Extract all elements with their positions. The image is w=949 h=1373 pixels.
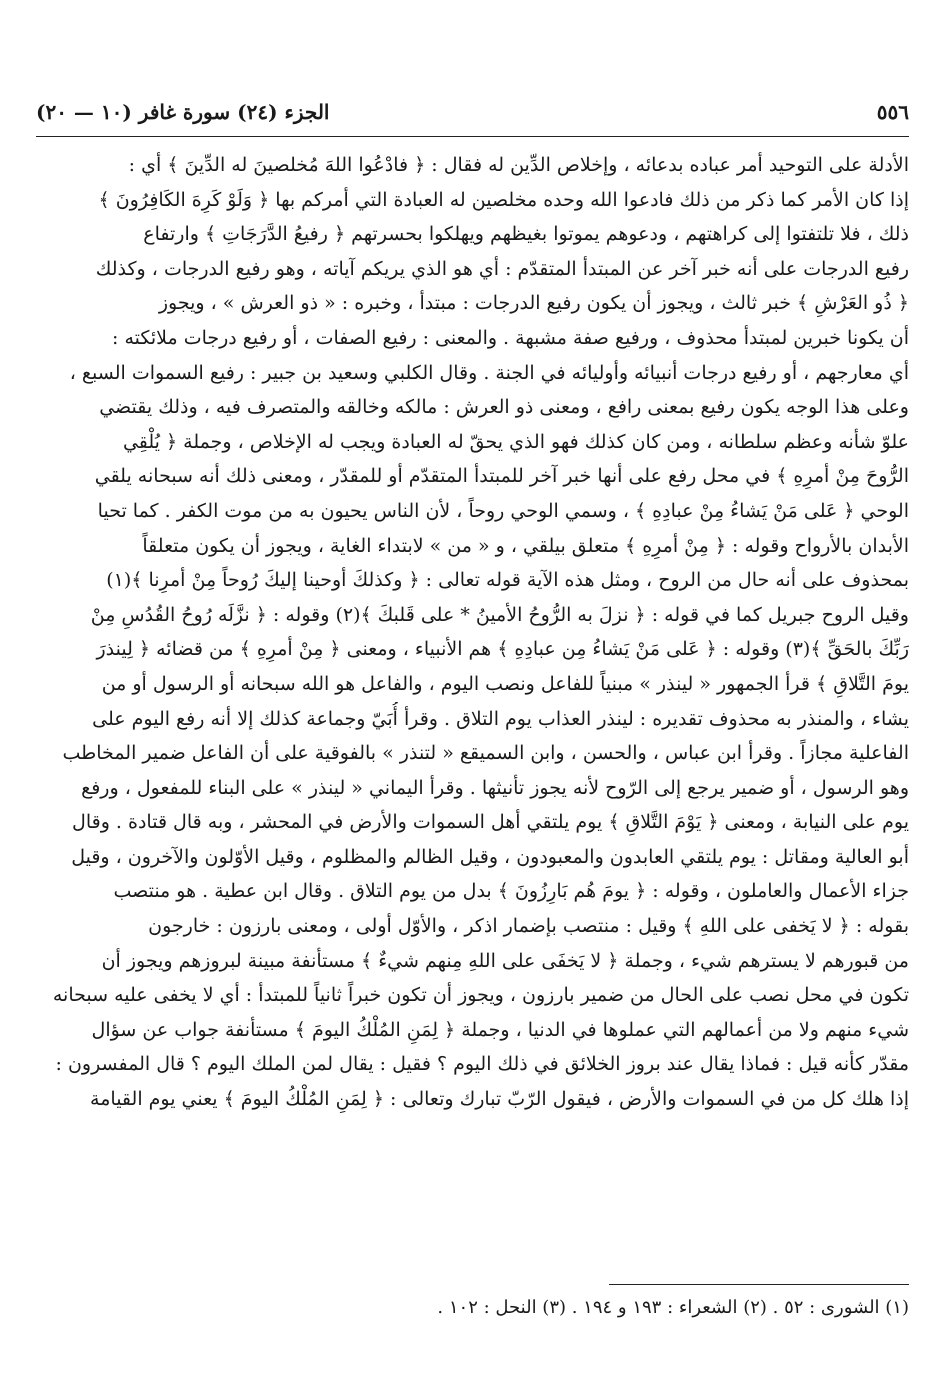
body-line: أن يكونا خبرين لمبتدأ محذوف ، ورفيع صفة مشبهة . والمعنى : رفيع الصفات ، أو رفيع درجات ملائكته : xyxy=(112,326,909,349)
body-line: وهو الرسول ، أو ضمير يرجع إلى الرّوح لأنه يجوز تأنيثها . وقرأ اليماني « لينذر » على البناء للمفعول ، ورفع xyxy=(81,776,909,799)
body-line: شيء منهم ولا من أعمالهم التي عملوها في الدنيا ، وجملة ﴿ لِمَنِ المُلْكُ اليومَ ﴾ مستأنفة جواب عن سؤال xyxy=(91,1018,909,1041)
body-line: أي معارجهم ، أو رفيع درجات أنبيائه وأوليائه في الجنة . وقال الكلبي وسعيد بن جبير : رفيع السموات السبع ، xyxy=(69,361,909,384)
body-line: رفيع الدرجات على أنه خبر آخر عن المبتدأ المتقدّم : أي هو الذي يريكم آياته ، وهو رفيع الدرجات ، وكذلك xyxy=(95,257,909,280)
body-line: يوم على النيابة ، ومعنى ﴿ يَوْمَ التَّلاقِ ﴾ يوم يلتقي أهل السموات والأرض في المحشر ، وبه قال قتادة . وقال xyxy=(72,811,909,834)
page-number: ٥٥٦ xyxy=(876,100,909,124)
body-line: إذا كان الأمر كما ذكر من ذلك فادعوا الله وحده مخلصين له العبادة التي أمركم بها ﴿ وَلَوْ كَرِهَ الكَافِرُونَ ﴾ xyxy=(98,188,909,211)
header-divider xyxy=(36,136,909,137)
footnotes: (١) الشورى : ٥٢ . (٢) الشعراء : ١٩٣ و ١٩٤ . (٣) النحل : ١٠٢ . xyxy=(437,1297,909,1318)
body-line: بقوله : ﴿ لا يَخفى على اللهِ ﴾ وقيل : منتصب بإضمار اذكر ، والأوّل أولى ، ومعنى بارزون : خارجون xyxy=(148,915,909,938)
body-line: إذا هلك كل من في السموات والأرض ، فيقول الرّبّ تبارك وتعالى : ﴿ لِمَنِ المُلْكُ اليومَ ﴾ يعني يوم القيامة xyxy=(90,1088,909,1111)
body-line: وقيل الروح جبريل كما في قوله : ﴿ نزلَ به الرُّوحُ الأمينُ * على قَلبكَ ﴾(٢) وقوله : ﴿ نزَّلَه رُوحُ القُدُسِ مِنْ xyxy=(90,603,909,626)
body-line: الأدلة على التوحيد أمر عباده بدعائه ، وإخلاص الدِّين له فقال : ﴿ فادْعُوا اللهَ مُخلصينَ له الدِّينَ ﴾ أي : xyxy=(128,154,909,176)
running-title: الجزء (٢٤) سورة غافر (١٠ — ٢٠) xyxy=(36,100,330,124)
body-line: من قبورهم لا يسترهم شيء ، وجملة ﴿ لا يَخفَى على اللهِ مِنهم شيءٌ ﴾ مستأنفة مبينة لبروزهم ويجوز أن xyxy=(101,949,909,972)
footnote-divider xyxy=(609,1284,909,1285)
commentary-body xyxy=(32,148,909,1117)
body-line: جزاء الأعمال والعاملون ، وقوله : ﴿ يومَ هُم بَارِزُونَ ﴾ بدل من يوم التلاق . وقال ابن عطية . هو منتصب xyxy=(113,880,909,903)
body-line: الفاعلية مجازاً . وقرأ ابن عباس ، والحسن ، وابن السميقع « لتنذر » بالفوقية على أن الفاعل ضمير المخاطب xyxy=(62,742,909,765)
body-line: الأبدان بالأرواح وقوله : ﴿ مِنْ أمرِهِ ﴾ متعلق بيلقي ، و « من » لابتداء الغاية ، ويجوز أن يكون متعلقاً xyxy=(142,534,909,557)
body-line: رَبِّكَ بالحَقِّ ﴾(٣) وقوله : ﴿ عَلى مَنْ يَشاءُ مِن عبادِهِ ﴾ هم الأنبياء ، ومعنى ﴿ مِنْ أمرِهِ ﴾ من قضائه ﴿ لِينذرَ xyxy=(96,638,909,661)
body-line: يومَ التَّلاقِ ﴾ قرأ الجمهور « لينذر » مبنياً للفاعل ونصب اليوم ، والفاعل هو الله سبحانه أو الرسول أو من xyxy=(101,672,909,695)
body-line: يشاء ، والمنذر به محذوف تقديره : لينذر العذاب يوم التلاق . وقرأ أُبَيّ وجماعة كذلك إلا أنه رفع اليوم على xyxy=(92,707,909,730)
body-line: الوحي ﴿ عَلى مَنْ يَشاءُ مِنْ عبادِهِ ﴾ ، وسمي الوحي روحاً ، لأن الناس يحيون به من موت الكفر . كما تحيا xyxy=(97,499,909,522)
body-line: ﴿ ذُو العَرْشِ ﴾ خبر ثالث ، ويجوز أن يكون رفيع الدرجات : مبتدأ ، وخبره : « ذو العرش » ، ويجوز xyxy=(158,292,909,315)
body-line: ذلك ، فلا تلتفتوا إلى كراهتهم ، ودعوهم يموتوا بغيظهم ويهلكوا بحسرتهم ﴿ رفيعُ الدَّرَجَاتِ ﴾ وارتفاع xyxy=(143,223,909,246)
body-line: علوّ شأنه وعظم سلطانه ، ومن كان كذلك فهو الذي يحقّ له العبادة ويجب له الإخلاص ، وجملة ﴿ يُلْقِي xyxy=(122,430,909,453)
page-header xyxy=(36,92,909,132)
body-line: أبو العالية ومقاتل : يوم يلتقي العابدون والمعبودون ، وقيل الظالم والمظلوم ، وقيل الأوّلون والآخرون ، وقيل xyxy=(71,845,909,868)
body-line: تكون في محل نصب على الحال من ضمير بارزون ، ويجوز أن تكون خبراً ثانياً للمبتدأ : أي لا يخفى عليه سبحانه xyxy=(52,984,909,1007)
body-line: وعلى هذا الوجه يكون رفيع بمعنى رافع ، ومعنى ذو العرش : مالكه وخالقه والمتصرف فيه ، وذلك يقتضي xyxy=(99,396,909,419)
body-line: بمحذوف على أنه حال من الروح ، ومثل هذه الآية قوله تعالى : ﴿ وكذلكَ أوحينا إليكَ رُوحاً مِنْ أمرِنا ﴾(١) xyxy=(106,569,909,592)
body-line: مقدّر كأنه قيل : فماذا يقال عند بروز الخلائق في ذلك اليوم ؟ فقيل : يقال لمن الملك اليوم ؟ قال المفسرون : xyxy=(55,1053,909,1076)
body-line: الرُّوحَ مِنْ أمرِهِ ﴾ في محل رفع على أنها خبر آخر للمبتدأ المتقدّم أو للمقدّر ، ومعنى ذلك أنه سبحانه يلقي xyxy=(94,465,909,488)
